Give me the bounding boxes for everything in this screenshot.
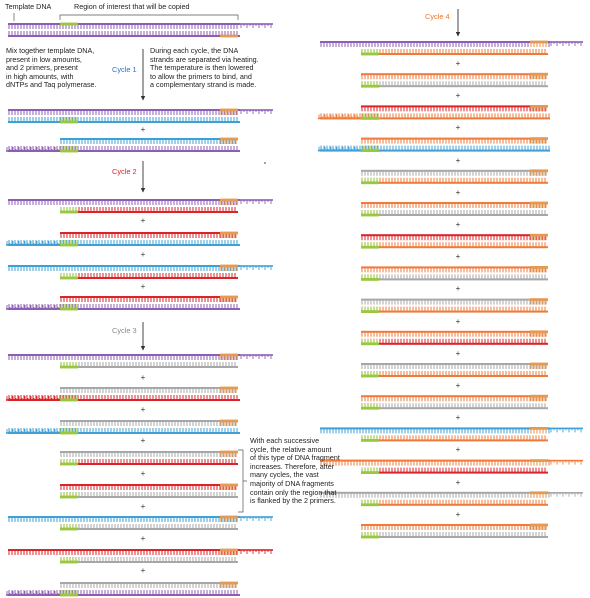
right-primer bbox=[530, 266, 548, 269]
right-primer bbox=[220, 451, 238, 454]
left-primer bbox=[60, 399, 78, 402]
left-primer bbox=[361, 214, 379, 217]
right-primer bbox=[220, 354, 238, 357]
cycle-2-label: Cycle 2 bbox=[112, 167, 137, 176]
plus-sign: + bbox=[455, 91, 461, 101]
left-primer bbox=[361, 536, 379, 539]
plus-sign: + bbox=[455, 509, 461, 519]
bottom-strand bbox=[8, 121, 240, 123]
left-primer bbox=[361, 117, 379, 120]
plus-sign: + bbox=[140, 250, 146, 259]
top-strand bbox=[8, 354, 240, 356]
right-primer bbox=[530, 105, 548, 108]
right-primer bbox=[220, 420, 238, 423]
right-primer bbox=[530, 524, 548, 527]
left-primer bbox=[60, 308, 78, 311]
successive-cycle-note: With each successive cycle, the relative amount of this type of DNA fragment increases. Therefore, after many cycles, the vast majority of DNA fragments contain only the region that is flanked by the 2 primers. bbox=[250, 436, 340, 506]
mix-instructions bbox=[6, 47, 97, 90]
plus-sign: + bbox=[455, 381, 461, 390]
right-primer bbox=[530, 137, 548, 140]
right-primer bbox=[220, 138, 238, 141]
plus-sign: + bbox=[455, 123, 461, 133]
left-primer bbox=[361, 85, 379, 88]
mix-instructions-text: Mix together template DNA, present in low amounts, and 2 primers, present in high amounts, with dNTPs and Taq polymerase. bbox=[6, 46, 97, 90]
right-primer bbox=[530, 491, 548, 494]
right-primer bbox=[530, 363, 548, 366]
plus-sign: + bbox=[455, 284, 461, 294]
plus-sign: + bbox=[455, 155, 461, 165]
plus-sign: + bbox=[455, 220, 461, 229]
left-primer bbox=[361, 246, 379, 249]
template-primer-right bbox=[220, 35, 238, 38]
right-primer bbox=[530, 169, 548, 172]
left-primer bbox=[361, 342, 379, 345]
left-primer bbox=[361, 149, 379, 152]
region-bracket bbox=[60, 15, 238, 20]
right-primer bbox=[530, 459, 548, 462]
template-strand bbox=[8, 23, 240, 25]
right-primer bbox=[530, 41, 548, 44]
right-primer bbox=[220, 516, 238, 519]
plus-sign: + bbox=[455, 59, 461, 68]
left-primer bbox=[361, 503, 379, 506]
plus-sign: + bbox=[140, 405, 146, 414]
right-primer bbox=[220, 387, 238, 390]
right-primer bbox=[220, 199, 238, 202]
plus-sign: + bbox=[455, 445, 461, 455]
plus-sign: + bbox=[140, 436, 146, 445]
right-primer bbox=[220, 582, 238, 585]
template-dna-label: Template DNA bbox=[5, 2, 52, 11]
left-primer bbox=[361, 439, 379, 442]
right-primer bbox=[530, 427, 548, 430]
right-primer bbox=[220, 265, 238, 268]
left-primer bbox=[361, 53, 379, 56]
left-primer bbox=[60, 366, 78, 369]
region-of-interest-label: Region of interest that will be copied bbox=[74, 2, 190, 11]
left-primer bbox=[60, 121, 78, 124]
right-primer bbox=[530, 330, 548, 333]
left-primer bbox=[60, 150, 78, 153]
right-primer bbox=[530, 73, 548, 76]
left-primer bbox=[361, 181, 379, 184]
right-primer bbox=[220, 109, 238, 112]
plus-sign: + bbox=[140, 373, 146, 382]
cycle-1-label: Cycle 1 bbox=[112, 65, 137, 74]
speck bbox=[264, 162, 266, 164]
plus-sign: + bbox=[455, 477, 461, 487]
left-primer bbox=[60, 463, 78, 466]
left-primer bbox=[60, 496, 78, 499]
top-strand bbox=[8, 199, 240, 201]
left-primer bbox=[361, 471, 379, 474]
right-primer bbox=[220, 484, 238, 487]
top-strand bbox=[8, 265, 240, 267]
plus-sign: + bbox=[140, 502, 146, 511]
plus-sign: + bbox=[140, 566, 146, 575]
left-primer bbox=[60, 594, 78, 597]
cycle-4-label: Cycle 4 bbox=[425, 12, 450, 21]
left-primer bbox=[361, 375, 379, 378]
left-primer bbox=[60, 211, 78, 214]
right-primer bbox=[220, 549, 238, 552]
plus-sign: + bbox=[455, 413, 461, 423]
left-primer bbox=[60, 528, 78, 531]
plus-sign: + bbox=[455, 252, 461, 262]
fragment-bracket bbox=[238, 450, 247, 512]
right-primer bbox=[220, 296, 238, 299]
right-primer bbox=[530, 202, 548, 205]
plus-sign: + bbox=[140, 282, 146, 291]
cycle-description: During each cycle, the DNA strands are separated via heating. The temperature is then lowered to allow the primers to bind, and a complementary strand is made. bbox=[150, 46, 259, 90]
plus-sign: + bbox=[455, 187, 461, 197]
left-primer bbox=[361, 407, 379, 410]
plus-sign: + bbox=[140, 469, 146, 478]
top-strand bbox=[8, 109, 240, 111]
template-strand-complement bbox=[8, 35, 240, 37]
dna-molecules bbox=[6, 23, 583, 597]
right-primer bbox=[530, 395, 548, 398]
top-strand bbox=[8, 549, 240, 551]
left-primer bbox=[60, 561, 78, 564]
template-primer-left bbox=[60, 23, 78, 26]
left-primer bbox=[361, 310, 379, 313]
plus-sign: + bbox=[140, 216, 146, 225]
right-primer bbox=[530, 298, 548, 301]
right-primer bbox=[530, 234, 548, 237]
left-primer bbox=[60, 277, 78, 280]
left-primer bbox=[361, 278, 379, 281]
plus-sign: + bbox=[455, 348, 461, 358]
left-primer bbox=[60, 432, 78, 435]
cycle-3-label: Cycle 3 bbox=[112, 326, 137, 335]
plus-sign: + bbox=[455, 316, 461, 326]
plus-sign: + bbox=[140, 125, 146, 134]
plus-sign: + bbox=[140, 534, 146, 543]
top-strand bbox=[8, 516, 240, 518]
left-primer bbox=[60, 244, 78, 247]
right-primer bbox=[220, 232, 238, 235]
